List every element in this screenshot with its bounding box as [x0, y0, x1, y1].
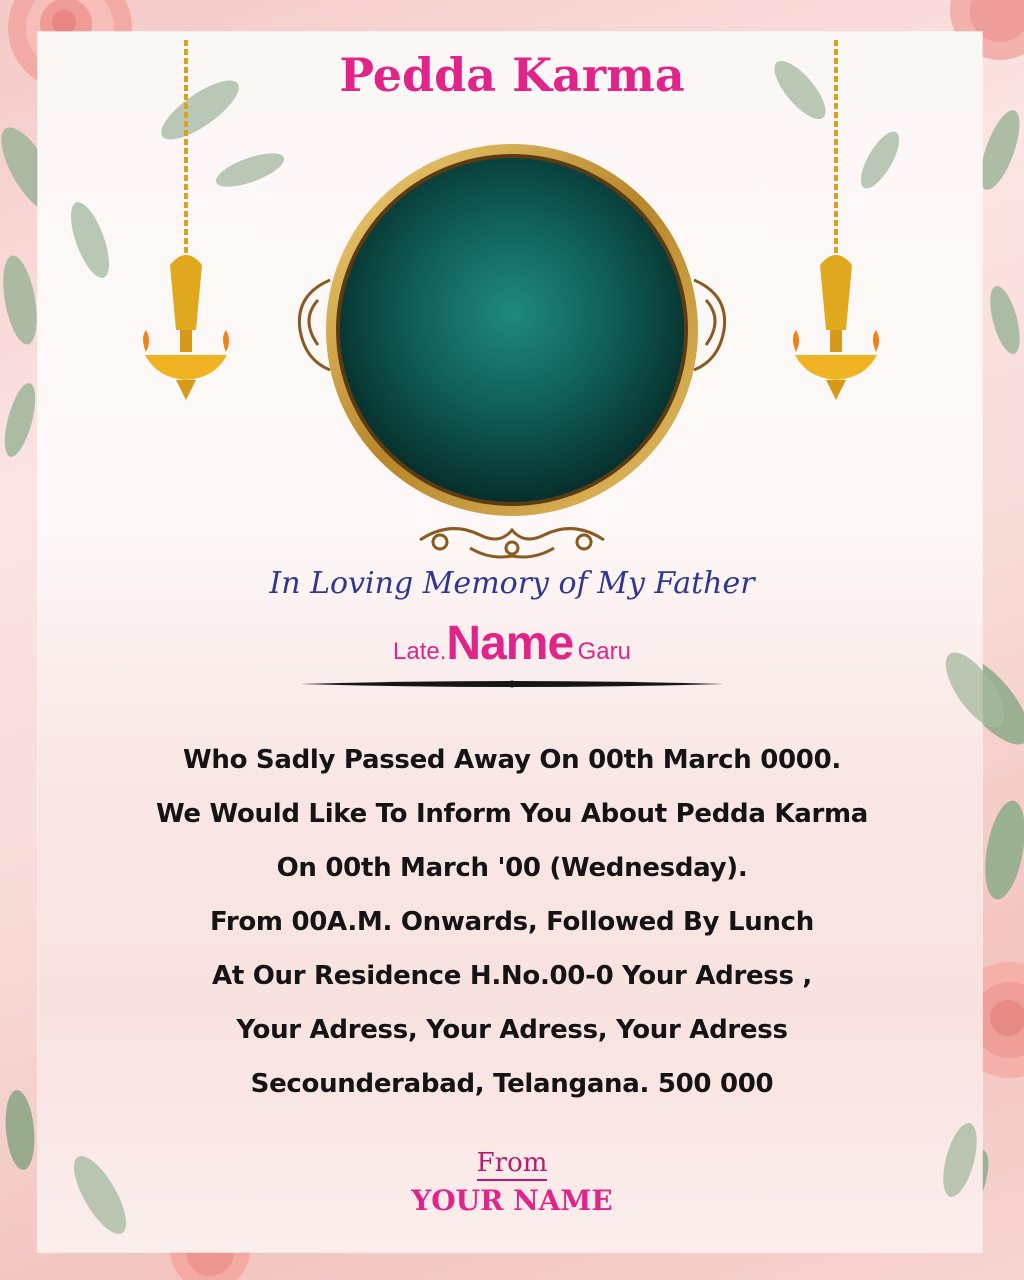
page-title: Pedda Karma [339, 48, 685, 102]
sender-name: YOUR NAME [411, 1184, 613, 1217]
message-line: Secounderabad, Telangana. 500 000 [250, 1069, 774, 1099]
message-line: From 00A.M. Onwards, Followed By Lunch [210, 907, 814, 937]
name-suffix: Garu [577, 638, 631, 665]
scroll-flourish-icon [420, 529, 604, 557]
name-prefix: Late. [393, 638, 447, 665]
message-line: At Our Residence H.No.00-0 Your Adress , [212, 961, 812, 991]
message-line: Your Adress, Your Adress, Your Adress [236, 1015, 788, 1045]
deceased-name: Name [446, 617, 574, 670]
from-label-text: From [477, 1148, 548, 1181]
message-line: Who Sadly Passed Away On 00th March 0000. [183, 745, 841, 775]
message-line: We Would Like To Inform You About Pedda Karma [155, 799, 869, 829]
message-line: On 00th March '00 (Wednesday). [276, 853, 748, 883]
announcement-message [0, 738, 1024, 1116]
divider-line-icon [300, 676, 724, 692]
memory-line: In Loving Memory of My Father [269, 566, 755, 601]
ornate-photo-frame-icon [299, 144, 724, 516]
from-label [0, 1148, 1024, 1178]
deceased-name-line [0, 616, 1024, 671]
